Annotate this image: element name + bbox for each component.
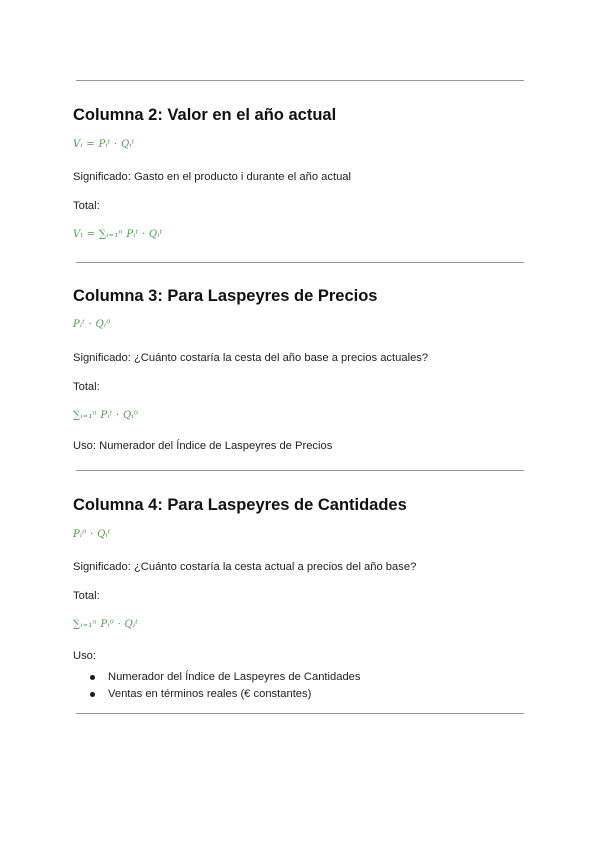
significado-columna-4: Significado: ¿Cuánto costaría la cesta actual a precios del año base? xyxy=(73,561,417,573)
list-item-text: Ventas en términos reales (€ constantes) xyxy=(108,688,312,700)
divider xyxy=(76,713,524,714)
formula-laspeyres-precios: Pᵢᵗ · Qᵢ⁰ xyxy=(73,319,111,330)
section-heading-columna-4: Columna 4: Para Laspeyres de Cantidades xyxy=(73,496,407,514)
total-label-columna-4: Total: xyxy=(73,590,100,602)
total-formula-columna-2: Vₜ = ∑ᵢ₌₁ⁿ Pᵢᵗ · Qᵢᵗ xyxy=(73,229,163,240)
bullet-icon xyxy=(90,675,95,680)
uso-columna-3: Uso: Numerador del Índice de Laspeyres de Precios xyxy=(73,440,333,452)
total-label-columna-3: Total: xyxy=(73,381,100,393)
list-item xyxy=(90,686,361,703)
list-item-text: Numerador del Índice de Laspeyres de Cantidades xyxy=(108,671,361,683)
section-heading-columna-3: Columna 3: Para Laspeyres de Precios xyxy=(73,287,378,305)
significado-columna-2: Significado: Gasto en el producto i durante el año actual xyxy=(73,171,352,183)
divider xyxy=(76,470,524,471)
bullet-icon xyxy=(90,692,95,697)
list-item xyxy=(90,669,361,686)
uso-label-columna-4: Uso: xyxy=(73,650,97,662)
section-heading-columna-2: Columna 2: Valor en el año actual xyxy=(73,106,337,124)
total-formula-columna-3: ∑ᵢ₌₁ⁿ Pᵢᵗ · Qᵢ⁰ xyxy=(73,410,139,421)
significado-columna-3: Significado: ¿Cuánto costaría la cesta del año base a precios actuales? xyxy=(73,352,429,364)
formula-laspeyres-cantidades: Pᵢ⁰ · Qᵢᵗ xyxy=(73,529,111,540)
uso-list xyxy=(90,669,361,703)
divider xyxy=(76,262,524,263)
formula-valor-actual: Vᵢ = Pᵢᵗ · Qᵢᵗ xyxy=(73,139,135,150)
total-label-columna-2: Total: xyxy=(73,200,100,212)
divider xyxy=(76,80,524,81)
total-formula-columna-4: ∑ᵢ₌₁ⁿ Pᵢ⁰ · Qᵢᵗ xyxy=(73,619,139,630)
